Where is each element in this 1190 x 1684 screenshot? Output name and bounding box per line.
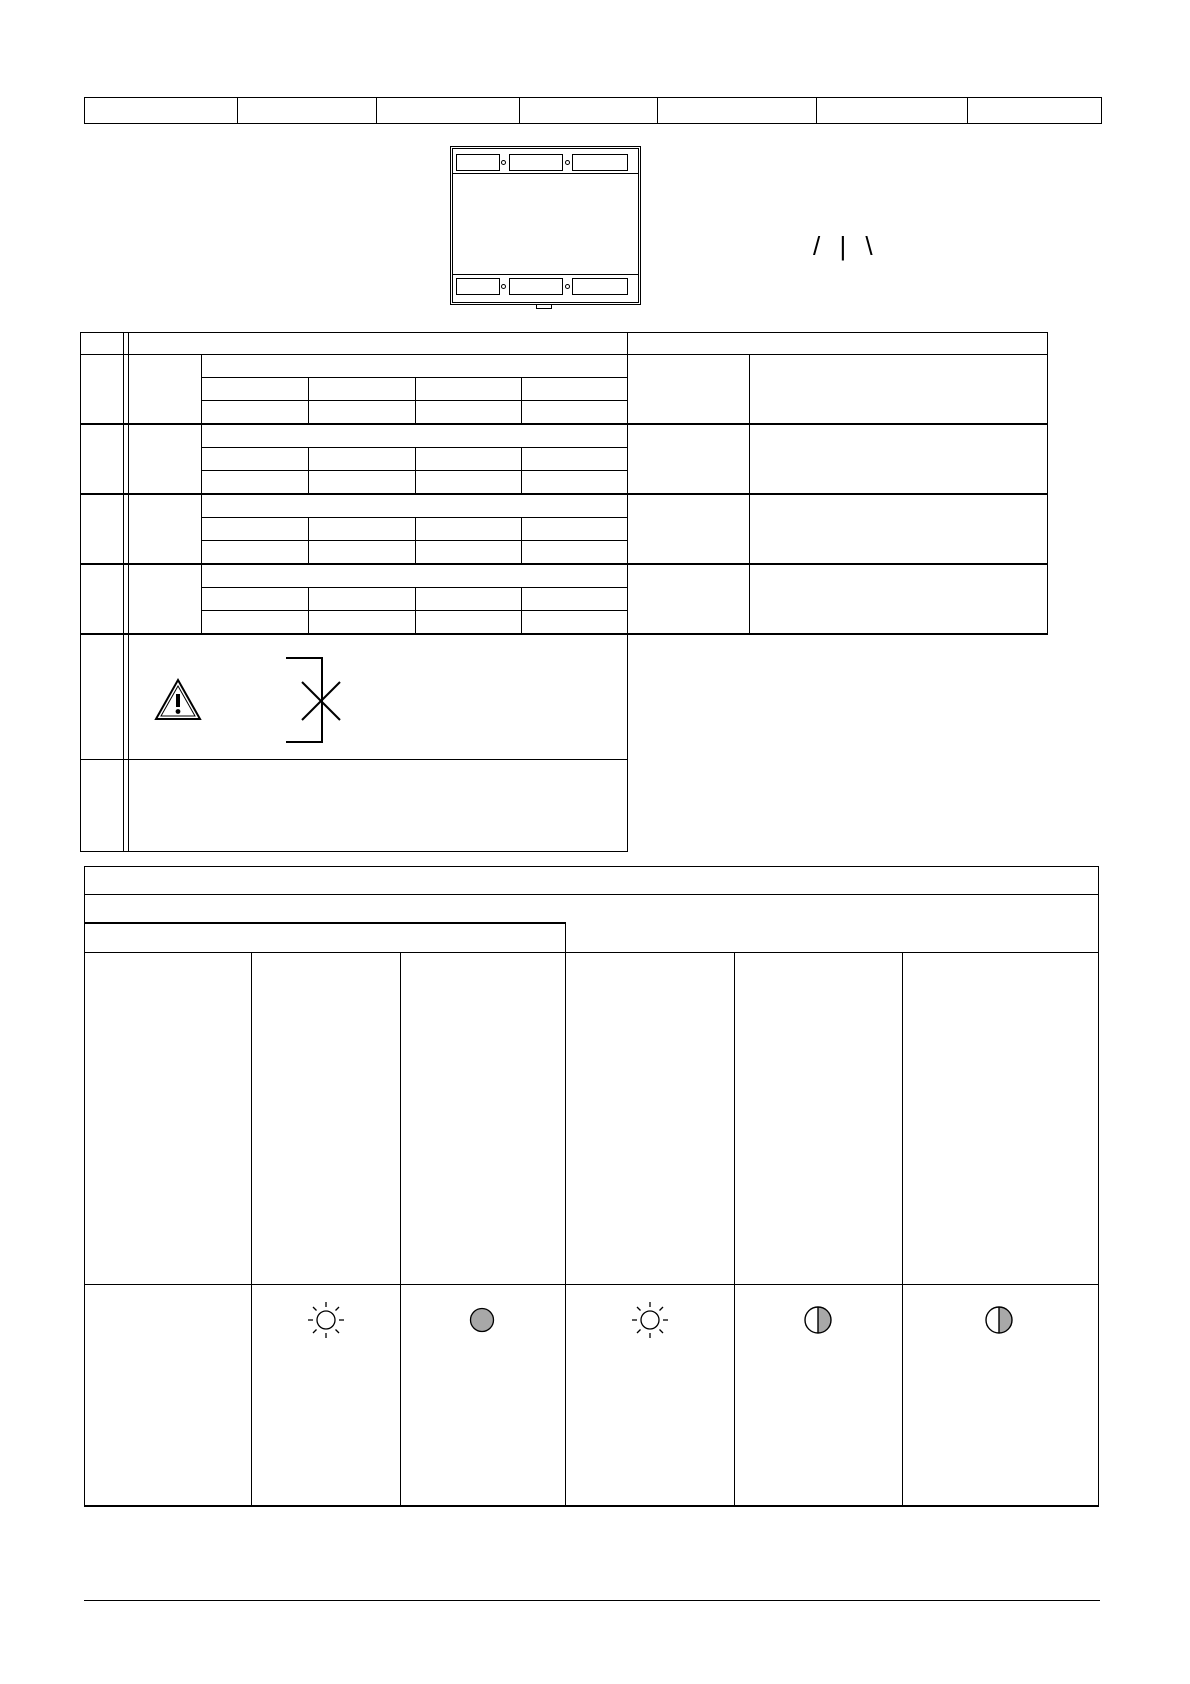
sun-icon [308,1302,344,1338]
config-group [80,494,1048,564]
warning-triangle-icon [154,678,202,722]
din-clip [536,304,552,309]
config-group [80,424,1048,494]
led-table [84,866,1099,1506]
note-row [80,760,628,852]
sun-icon [632,1302,668,1338]
screw-icon [501,160,506,165]
screw-icon [501,284,506,289]
switch-glyphs: / | \ [813,231,879,261]
screw-icon [565,284,570,289]
screw-icon [565,160,570,165]
grey-circle-icon [469,1307,495,1333]
bottom-terminal-strip [453,274,638,298]
config-table [80,332,1048,852]
top-terminal-strip [453,152,638,174]
connector-block [572,154,628,171]
half-circle-icon [984,1305,1014,1335]
footer-rule [84,1600,1100,1601]
warning-row [80,634,628,760]
connector-block [456,278,500,295]
connector-block [509,154,563,171]
config-group [80,354,1048,424]
half-circle-icon [803,1305,833,1335]
config-group [80,564,1048,634]
contact-break-icon [284,656,344,746]
connector-block [509,278,563,295]
header-row [84,97,1102,124]
module-drawing [450,146,641,306]
connector-block [572,278,628,295]
connector-block [456,154,500,171]
